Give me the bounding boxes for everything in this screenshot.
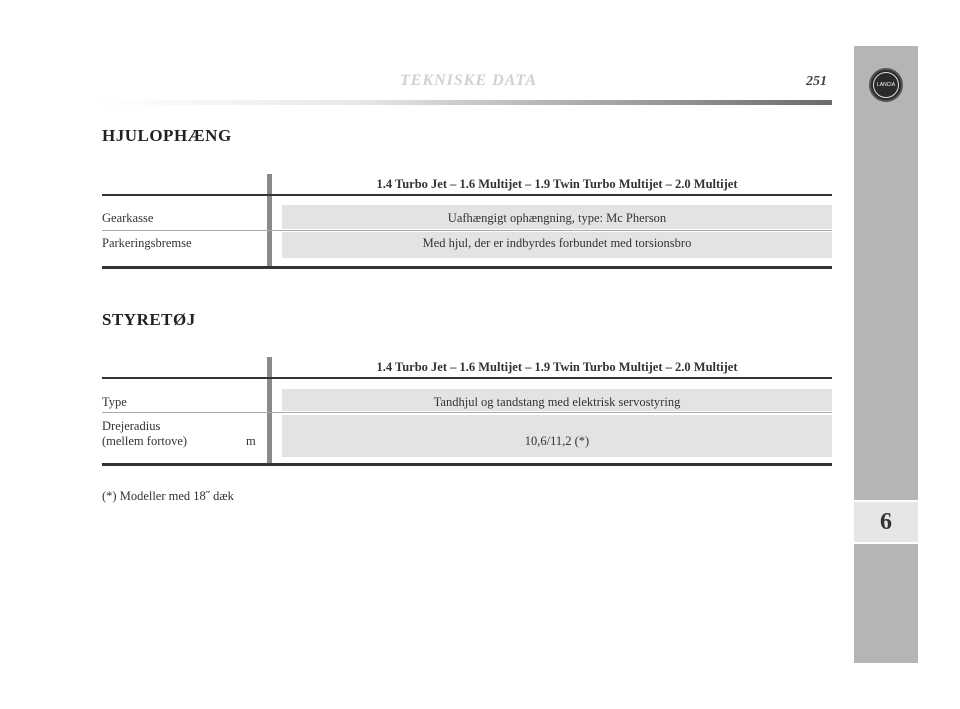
row-divider (102, 230, 832, 231)
row-unit: m (246, 434, 256, 448)
row-label: Gearkasse (102, 211, 154, 225)
row-value: Tandhjul og tandstang med elektrisk servostyring (433, 395, 681, 409)
section-title-steering: STYRETØJ (102, 310, 196, 329)
header-rule (100, 100, 832, 105)
logo-text: LANCIA (876, 82, 896, 88)
column-header: 1.4 Turbo Jet – 1.6 Multijet – 1.9 Twin Turbo Multijet – 2.0 Multijet (376, 177, 738, 191)
chapter-tab[interactable] (854, 500, 918, 544)
table-bottom-rule (102, 266, 832, 269)
page-number: 251 (806, 74, 827, 89)
table-top-rule (102, 194, 832, 196)
table-top-rule (102, 377, 832, 379)
lancia-logo-icon (869, 68, 903, 102)
running-header-title: TEKNISKE DATA (400, 72, 538, 89)
chapter-number: 6 (880, 508, 892, 535)
row-label: Type (102, 395, 127, 409)
section-title-suspension: HJULOPHÆNG (102, 126, 232, 145)
row-value: Uafhængigt ophængning, type: Mc Pherson (447, 211, 667, 225)
row-label: (mellem fortove) (102, 434, 188, 448)
table-bottom-rule (102, 463, 832, 466)
row-value: Med hjul, der er indbyrdes forbundet med torsionsbro (422, 236, 692, 250)
row-divider (102, 412, 832, 413)
row-label: Parkeringsbremse (102, 236, 192, 250)
row-value: 10,6/11,2 (*) (524, 434, 590, 448)
chapter-sidebar (854, 46, 918, 663)
row-label: Drejeradius (102, 419, 161, 433)
column-header: 1.4 Turbo Jet – 1.6 Multijet – 1.9 Twin Turbo Multijet – 2.0 Multijet (376, 360, 738, 374)
table-divider (267, 174, 272, 268)
footnote: (*) Modeller med 18˝ dæk (102, 489, 234, 503)
